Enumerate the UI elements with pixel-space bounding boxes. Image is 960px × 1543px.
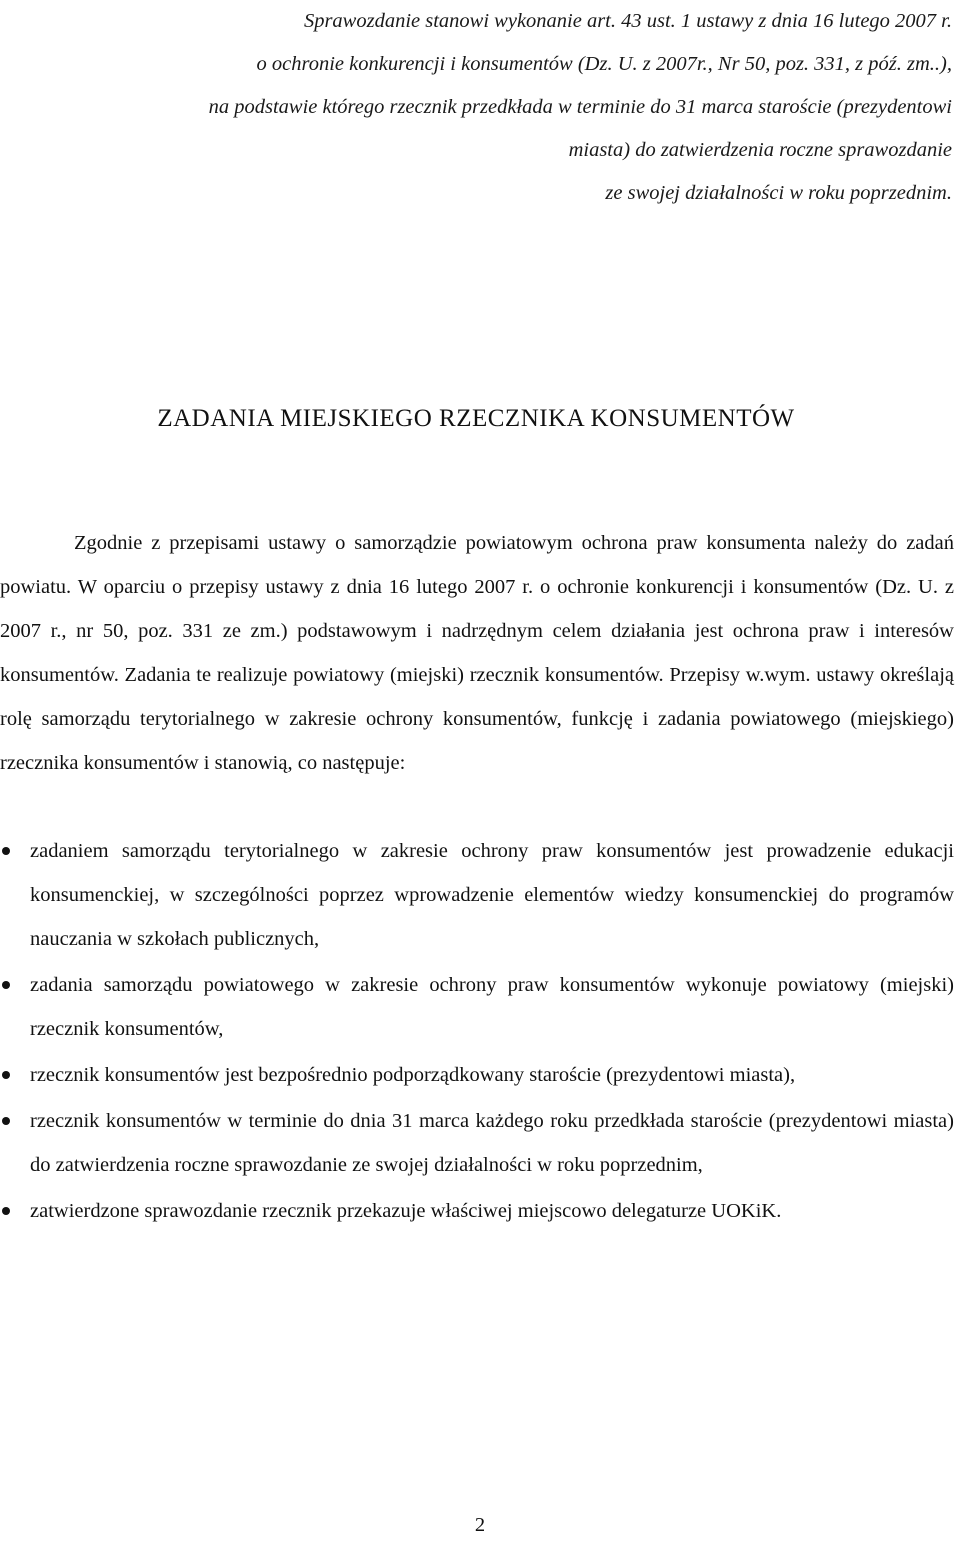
intro-line: ze swojej działalności w roku poprzednim. — [605, 182, 952, 204]
intro-line: o ochronie konkurencji i konsumentów (Dz. U. z 2007r., Nr 50, poz. 331, z póź. zm..), — [256, 53, 952, 75]
list-item — [0, 1189, 954, 1233]
list-item — [0, 1053, 954, 1097]
list-item-text: rzecznik konsumentów w terminie do dnia 31 marca każdego roku przedkłada staroście (prezydentowi miasta) do zatwierdzenia roczne sprawozdanie ze swojej działalności w roku poprzednim, — [30, 1110, 954, 1176]
intro-line: Sprawozdanie stanowi wykonanie art. 43 ust. 1 ustawy z dnia 16 lutego 2007 r. — [303, 10, 952, 32]
task-list — [0, 829, 954, 1235]
list-item-text: zatwierdzone sprawozdanie rzecznik przekazuje właściwej miejscowo delegaturze UOKiK. — [30, 1200, 782, 1222]
intro-line: na podstawie którego rzecznik przedkłada w terminie do 31 marca staroście (prezydentowi — [208, 96, 952, 118]
list-item-text: zadania samorządu powiatowego w zakresie ochrony praw konsumentów wykonuje powiatowy (miejski) rzecznik konsumentów, — [30, 974, 954, 1040]
bullet-icon — [2, 1207, 10, 1215]
body-paragraph-block — [0, 521, 954, 785]
list-item — [0, 1099, 954, 1187]
section-heading: ZADANIA MIEJSKIEGO RZECZNIKA KONSUMENTÓW — [157, 405, 795, 432]
list-item-text: rzecznik konsumentów jest bezpośrednio podporządkowany staroście (prezydentowi miasta), — [30, 1064, 796, 1086]
bullet-icon — [2, 1071, 10, 1079]
intro-note — [12, 0, 952, 215]
bullet-icon — [2, 981, 10, 989]
list-item — [0, 963, 954, 1051]
bullet-icon — [2, 847, 10, 855]
body-paragraph: Zgodnie z przepisami ustawy o samorządzie powiatowym ochrona praw konsumenta należy do zadań powiatu. W oparciu o przepisy ustawy z dnia 16 lutego 2007 r. o ochronie konkurencji i konsumentów (Dz. U. z 2007 r., nr 50, poz. 331 ze zm.) podstawowym i nadrzędnym celem działania jest ochrona praw i interesów konsumentów. Zadania te realizuje powiatowy (miejski) rzecznik konsumentów. Przepisy w.wym. ustawy określają rolę samorządu terytorialnego w zakresie ochrony konsumentów, funkcję i zadania powiatowego (miejskiego) rzecznika konsumentów i stanowią, co następuje: — [0, 532, 954, 774]
list-item-text: zadaniem samorządu terytorialnego w zakresie ochrony praw konsumentów jest prowadzenie edukacji konsumenckiej, w szczególności poprzez wprowadzenie elementów wiedzy konsumenckiej do programów nauczania w szkołach publicznych, — [30, 840, 954, 950]
intro-line: miasta) do zatwierdzenia roczne sprawozdanie — [568, 139, 952, 161]
page-number: 2 — [474, 1514, 486, 1536]
list-item — [0, 829, 954, 961]
bullet-icon — [2, 1117, 10, 1125]
